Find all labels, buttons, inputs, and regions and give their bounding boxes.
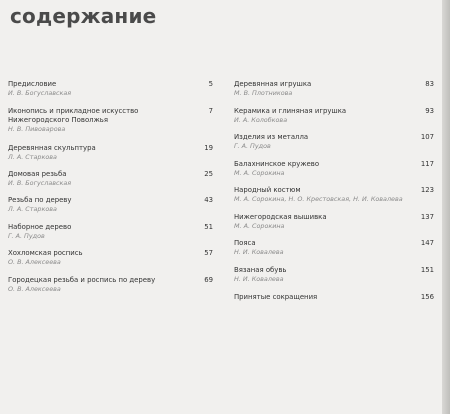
toc-entry-title: Домовая резьба xyxy=(8,170,67,178)
toc-entry-author: М. А. Сорокина, Н. О. Крестовская, Н. И. Ковалева xyxy=(234,195,403,203)
toc-entry-author: Л. А. Старкова xyxy=(8,153,57,161)
toc-entry-title: Деревянная игрушка xyxy=(234,80,312,88)
page-title: содержание xyxy=(10,4,157,28)
toc-entry xyxy=(234,107,434,124)
toc-entry-author: М. А. Сорокина xyxy=(234,169,285,177)
toc-entry xyxy=(234,160,434,177)
toc-entry-author: О. В. Алексеева xyxy=(8,258,61,266)
toc-entry-page-number: 57 xyxy=(204,249,213,257)
toc-entry-author: И. В. Богуславская xyxy=(8,179,72,187)
toc-entry-title: Нижегородская вышивка xyxy=(234,213,327,221)
toc-entry-author: Н. В. Пивоварова xyxy=(8,125,66,133)
toc-entry-page-number: 156 xyxy=(420,293,434,301)
toc-entry xyxy=(8,223,213,240)
toc-entry-author: Г. А. Пудов xyxy=(234,142,271,150)
toc-entry xyxy=(234,293,434,302)
toc-entry-title: Деревянная скульптура xyxy=(8,144,96,152)
toc-entry-author: Л. А. Старкова xyxy=(8,205,57,213)
toc-entry-page-number: 107 xyxy=(420,133,434,141)
toc-entry-author: И. А. Колобкова xyxy=(234,116,288,124)
toc-entry-author: О. В. Алексеева xyxy=(8,285,61,293)
toc-entry-author: Г. А. Пудов xyxy=(8,232,45,240)
toc-entry xyxy=(8,196,213,213)
toc-entry xyxy=(8,107,213,133)
toc-entry-page-number: 123 xyxy=(420,186,434,194)
toc-entry xyxy=(234,186,434,203)
toc-entry-page-number: 69 xyxy=(204,276,213,284)
toc-entry-author: И. В. Богуславская xyxy=(8,89,72,97)
toc-entry xyxy=(8,170,213,187)
toc-entry xyxy=(8,80,213,97)
toc-entry-author: Н. И. Ковалева xyxy=(234,248,284,256)
toc-entry xyxy=(234,80,434,97)
toc-entry-page-number: 25 xyxy=(204,170,213,178)
toc-entry xyxy=(8,276,213,293)
toc-entry xyxy=(8,144,213,161)
toc-entry-page-number: 117 xyxy=(420,160,434,168)
toc-entry-author: Н. И. Ковалева xyxy=(234,275,284,283)
toc-entry-title: Городецкая резьба и роспись по дереву xyxy=(8,276,156,284)
toc-entry-author: М. А. Сорокина xyxy=(234,222,285,230)
toc-entry-title: Пояса xyxy=(234,239,256,247)
toc-entry-author: М. В. Плотникова xyxy=(234,89,293,97)
toc-entry-page-number: 7 xyxy=(208,107,213,115)
toc-entry-title: Наборное дерево xyxy=(8,223,72,231)
toc-entry xyxy=(234,133,434,150)
toc-entry-title: Изделия из металла xyxy=(234,133,309,141)
toc-entry-page-number: 19 xyxy=(204,144,213,152)
toc-entry xyxy=(234,266,434,283)
toc-entry-title: Резьба по дереву xyxy=(8,196,72,204)
toc-entry-title: Предисловие xyxy=(8,80,57,88)
toc-entry-title: Балахнинское кружево xyxy=(234,160,320,168)
toc-entry xyxy=(234,239,434,256)
toc-entry-page-number: 93 xyxy=(425,107,434,115)
toc-entry-title: Керамика и глиняная игрушка xyxy=(234,107,347,115)
toc-entry xyxy=(8,249,213,266)
toc-entry-title: Принятые сокращения xyxy=(234,293,318,301)
toc-entry-title: Народный костюм xyxy=(234,186,301,194)
book-spine-shadow xyxy=(442,0,450,414)
toc-entry-page-number: 43 xyxy=(204,196,213,204)
toc-entry-page-number: 147 xyxy=(420,239,434,247)
toc-entry-page-number: 51 xyxy=(204,223,213,231)
toc-entry-page-number: 83 xyxy=(425,80,434,88)
toc-entry xyxy=(234,213,434,230)
toc-entry-title: Хохломская роспись xyxy=(8,249,83,257)
toc-entry-page-number: 137 xyxy=(420,213,434,221)
toc-entry-title: Вязаная обувь xyxy=(234,266,287,274)
toc-entry-page-number: 151 xyxy=(420,266,434,274)
toc-entry-title: Иконопись и прикладное искусство Нижегородского Поволжья xyxy=(8,107,139,124)
toc-entry-page-number: 5 xyxy=(208,80,213,88)
